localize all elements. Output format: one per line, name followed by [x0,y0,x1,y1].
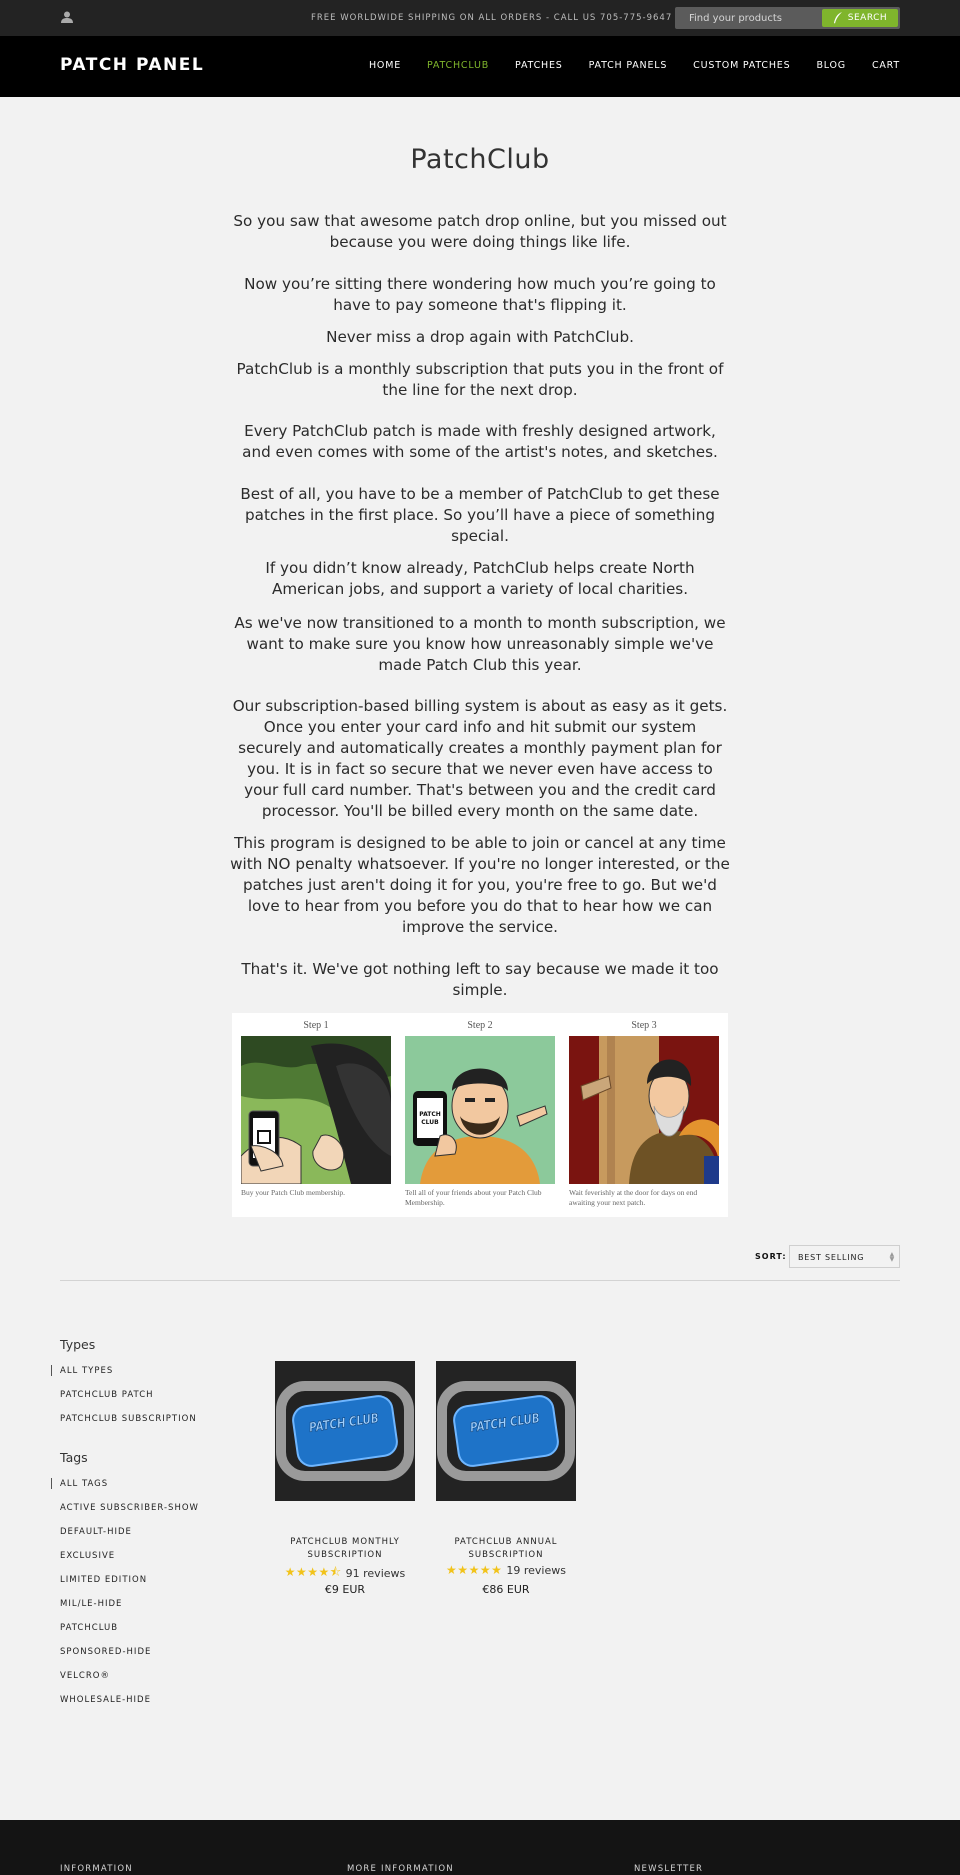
intro-paragraph-7: If you didn’t know already, PatchClub helps create North American jobs, and support a variety of local charities. [265,559,695,598]
nav-patchclub[interactable]: PATCHCLUB [427,60,490,71]
tag-wholesale-hide[interactable]: WHOLESALE-HIDE [60,1695,151,1705]
intro-paragraph-2: Now you’re sitting there wondering how much you’re going to have to pay someone that's flipping it. [244,275,716,314]
feather-icon [833,12,843,24]
tag-active-subscriber-show[interactable]: ACTIVE SUBSCRIBER-SHOW [60,1503,199,1513]
step-1-illustration [241,1036,391,1184]
product-title-line2[interactable]: SUBSCRIPTION [307,1550,383,1560]
top-bar [0,0,960,36]
product-title[interactable] [426,1536,586,1562]
main-nav [343,60,900,71]
site-logo[interactable]: PATCH PANEL [60,55,205,75]
tag-patchclub[interactable]: PATCHCLUB [60,1623,119,1633]
sort-select[interactable] [789,1245,900,1268]
step-1-caption: Buy your Patch Club membership. [241,1188,345,1197]
nav-custom-patches[interactable]: CUSTOM PATCHES [693,60,791,71]
tags-list [60,1478,199,1718]
tags-heading: Tags [60,1450,88,1465]
footer-newsletter-heading: NEWSLETTER [634,1864,704,1874]
step-2-title: Step 2 [467,1020,493,1031]
product-title[interactable] [265,1536,425,1562]
footer-information-heading: INFORMATION [60,1864,133,1874]
select-arrows-icon: ▲ ▼ [889,1251,895,1263]
shipping-banner: FREE WORLDWIDE SHIPPING ON ALL ORDERS - CALL US 705-775-9647 [311,13,673,23]
step-2-caption: Tell all of your friends about your Patch Club Membership. [405,1188,542,1207]
filter-patchclub-patch[interactable]: PATCHCLUB PATCH [60,1390,154,1400]
svg-text:CLUB: CLUB [421,1119,439,1126]
filter-patchclub-subscription[interactable]: PATCHCLUB SUBSCRIPTION [60,1414,197,1424]
search-bar [675,7,900,29]
tag-mil-le-hide[interactable]: MIL/LE-HIDE [60,1599,123,1609]
patch-logo-text-top: PATCH CLUB [308,1408,399,1436]
footer-more-information-heading: MORE INFORMATION [347,1864,454,1874]
tag-limited-edition[interactable]: LIMITED EDITION [60,1575,148,1585]
product-price: €9 EUR [324,1583,366,1596]
filter-all-types[interactable]: ALL TYPES [60,1365,197,1389]
intro-paragraph-6: Best of all, you have to be a member of PatchClub to get these patches in the first place. So you’ll have a piece of something special. [240,485,720,545]
step-3-illustration [569,1036,719,1184]
search-button-label: SEARCH [847,13,888,23]
product-rating [265,1563,425,1584]
product-title-line2[interactable]: SUBSCRIPTION [468,1550,544,1560]
nav-home[interactable]: HOME [368,60,402,71]
user-account-icon[interactable] [60,10,74,24]
intro-paragraph-1: So you saw that awesome patch drop online, but you missed out because you were doing things like life. [233,212,727,251]
page-title: PatchClub [410,144,550,175]
product-image[interactable] [275,1361,415,1501]
step-3-caption: Wait feverishly at the door for days on end awaiting your next patch. [569,1188,698,1207]
nav-patch-panels[interactable]: PATCH PANELS [588,60,668,71]
intro-paragraph-5: Every PatchClub patch is made with freshly designed artwork, and even comes with some of the artist's notes, and sketches. [242,422,718,461]
sort-label: SORT: [755,1252,787,1261]
intro-paragraph-8: As we've now transitioned to a month to month subscription, we want to make sure you know how unreasonably simple we've made Patch Club this year. [234,614,726,674]
tag-default-hide[interactable]: DEFAULT-HIDE [60,1527,132,1537]
steps-comic [232,1013,728,1217]
search-button[interactable] [822,9,898,27]
product-price: €86 EUR [482,1583,530,1596]
cancel-paragraph: This program is designed to be able to join or cancel at any time with NO penalty whatsoever. If you're no longer interested, or the patches just aren't doing it for you, you're free to go. But we'd love to hear from you before you do that to hear how we can improve the service. [230,834,730,936]
rating-stars-icon: ★★★★⯪ [284,1565,342,1579]
nav-patches[interactable]: PATCHES [515,60,563,71]
collection-divider [60,1280,900,1281]
intro-paragraph-3: Never miss a drop again with PatchClub. [326,328,634,346]
patch-logo-text-top: PATCH CLUB [469,1408,560,1436]
types-list [60,1365,197,1437]
step-3-title: Step 3 [631,1020,657,1031]
step-1-title: Step 1 [303,1020,329,1031]
product-title-line1[interactable]: PATCHCLUB ANNUAL [454,1537,558,1547]
review-count: 91 reviews [345,1567,406,1580]
nav-cart[interactable]: CART [871,60,900,71]
closing-paragraph: That's it. We've got nothing left to say because we made it too simple. [241,960,719,999]
step-2-illustration [405,1036,555,1184]
main-header [0,36,960,97]
billing-paragraph: Our subscription-based billing system is about as easy as it gets. Once you enter your card info and hit submit our system securely and automatically creates a monthly payment plan for you. It is in fact so secure that we never even have access to your full card number. That's between you and the credit card processor. You'll be billed every month on the same date. [232,697,728,820]
tag-exclusive[interactable]: EXCLUSIVE [60,1551,116,1561]
product-image[interactable] [436,1361,576,1501]
product-rating [426,1563,586,1577]
review-count: 19 reviews [506,1563,566,1577]
tag-sponsored-hide[interactable]: SPONSORED-HIDE [60,1647,152,1657]
tag-all-tags[interactable]: ALL TAGS [60,1478,199,1502]
tag-velcro[interactable]: VELCRO® [60,1671,110,1681]
intro-paragraph-4: PatchClub is a monthly subscription that puts you in the front of the line for the next drop. [236,360,724,399]
sort-selected-value: BEST SELLING [798,1253,865,1262]
types-heading: Types [60,1337,96,1352]
svg-text:PATCH: PATCH [419,1111,441,1118]
search-input[interactable] [675,7,822,29]
site-footer [0,1820,960,1875]
product-title-line1[interactable]: PATCHCLUB MONTHLY [290,1537,400,1547]
rating-stars-icon: ★★★★★ [446,1563,503,1577]
nav-blog[interactable]: BLOG [816,60,846,71]
